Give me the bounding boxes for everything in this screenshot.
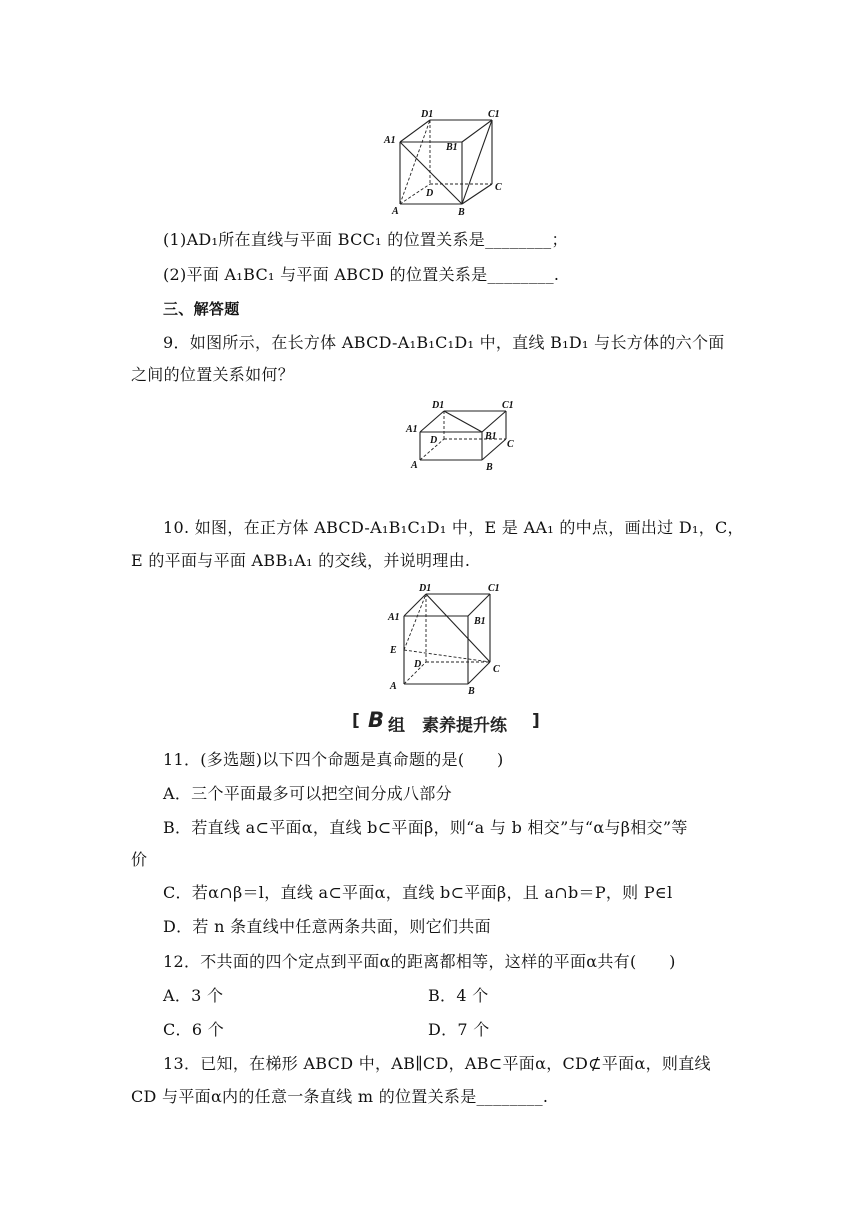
q10-label-b: B	[468, 686, 475, 696]
q10-label-c: C	[493, 664, 500, 675]
q8-label-d: D	[426, 188, 434, 199]
q8-label-a: A	[392, 206, 399, 217]
q9-text-line2: 之间的位置关系如何？	[131, 365, 295, 384]
q8-subquestion-1: (1)AD₁所在直线与平面 BCC₁ 的位置关系是________；	[163, 230, 568, 249]
q8-cube-figure	[380, 106, 510, 220]
q9-box-figure	[400, 396, 530, 476]
banner-bracket-right: ]	[532, 711, 540, 731]
q8-subquestion-2: (2)平面 A₁BC₁ 与平面 ABCD 的位置关系是________.	[163, 265, 560, 284]
q8-label-c1: C1	[488, 109, 500, 120]
q8-label-a1: A1	[384, 135, 396, 146]
q9-label-a: A	[411, 460, 418, 471]
banner-bracket-left: [	[352, 711, 360, 731]
q8-label-b1: B1	[446, 142, 458, 153]
q10-label-a: A	[390, 681, 397, 692]
q12-option-b: B．4 个	[428, 986, 489, 1005]
q10-cube-figure	[380, 580, 520, 696]
q11-option-a: A．三个平面最多可以把空间分成八部分	[163, 784, 452, 803]
q10-text-line2: E 的平面与平面 ABB₁A₁ 的交线，并说明理由.	[131, 551, 471, 570]
q10-label-d: D	[414, 659, 422, 670]
q9-label-c1: C1	[502, 400, 514, 411]
q9-label-b1: B1	[485, 431, 497, 442]
section-b-banner	[352, 709, 542, 737]
q8-label-c: C	[495, 182, 502, 193]
q11-option-b-line2: 价	[131, 850, 148, 869]
q10-label-d1: D1	[419, 583, 432, 594]
q9-label-b: B	[486, 462, 493, 473]
banner-letter-b: B	[368, 708, 385, 732]
q9-label-c: C	[507, 439, 514, 450]
q10-label-b1: B1	[474, 616, 486, 627]
q10-label-c1: C1	[488, 583, 500, 594]
q12-stem: 12．不共面的四个定点到平面α的距离都相等，这样的平面α共有( )	[163, 952, 676, 971]
q10-label-a1: A1	[388, 612, 400, 623]
q9-label-d1: D1	[432, 400, 445, 411]
q12-option-d: D．7 个	[428, 1020, 490, 1039]
q9-label-a1: A1	[406, 424, 418, 435]
q10-text-line1: 10. 如图，在正方体 ABCD-A₁B₁C₁D₁ 中，E 是 AA₁ 的中点，画出过 D₁，C，	[163, 518, 744, 537]
q8-label-d1: D1	[421, 109, 434, 120]
q9-label-d: D	[430, 435, 438, 446]
q13-text-line1: 13．已知，在梯形 ABCD 中，AB∥CD，AB⊂平面α，CD⊄平面α，则直线	[163, 1054, 711, 1073]
q11-stem: 11．(多选题)以下四个命题是真命题的是( )	[163, 750, 504, 769]
q9-text-line1: 9．如图所示，在长方体 ABCD-A₁B₁C₁D₁ 中，直线 B₁D₁ 与长方体的六个面	[163, 333, 725, 352]
banner-title: 组 素养提升练	[388, 716, 507, 736]
q11-option-c: C．若α∩β＝l，直线 a⊂平面α，直线 b⊂平面β，且 a∩b＝P，则 P∈l	[163, 883, 673, 902]
q12-option-a: A．3 个	[163, 986, 224, 1005]
q13-text-line2: CD 与平面α内的任意一条直线 m 的位置关系是________.	[131, 1087, 549, 1106]
q11-option-d: D．若 n 条直线中任意两条共面，则它们共面	[163, 917, 491, 936]
q10-label-e: E	[390, 645, 397, 656]
q8-label-b: B	[458, 207, 465, 218]
q12-option-c: C．6 个	[163, 1020, 225, 1039]
section-heading: 三、解答题	[163, 300, 240, 318]
q11-option-b-line1: B．若直线 a⊂平面α，直线 b⊂平面β，则“a 与 b 相交”与“α与β相交”等	[163, 818, 688, 837]
